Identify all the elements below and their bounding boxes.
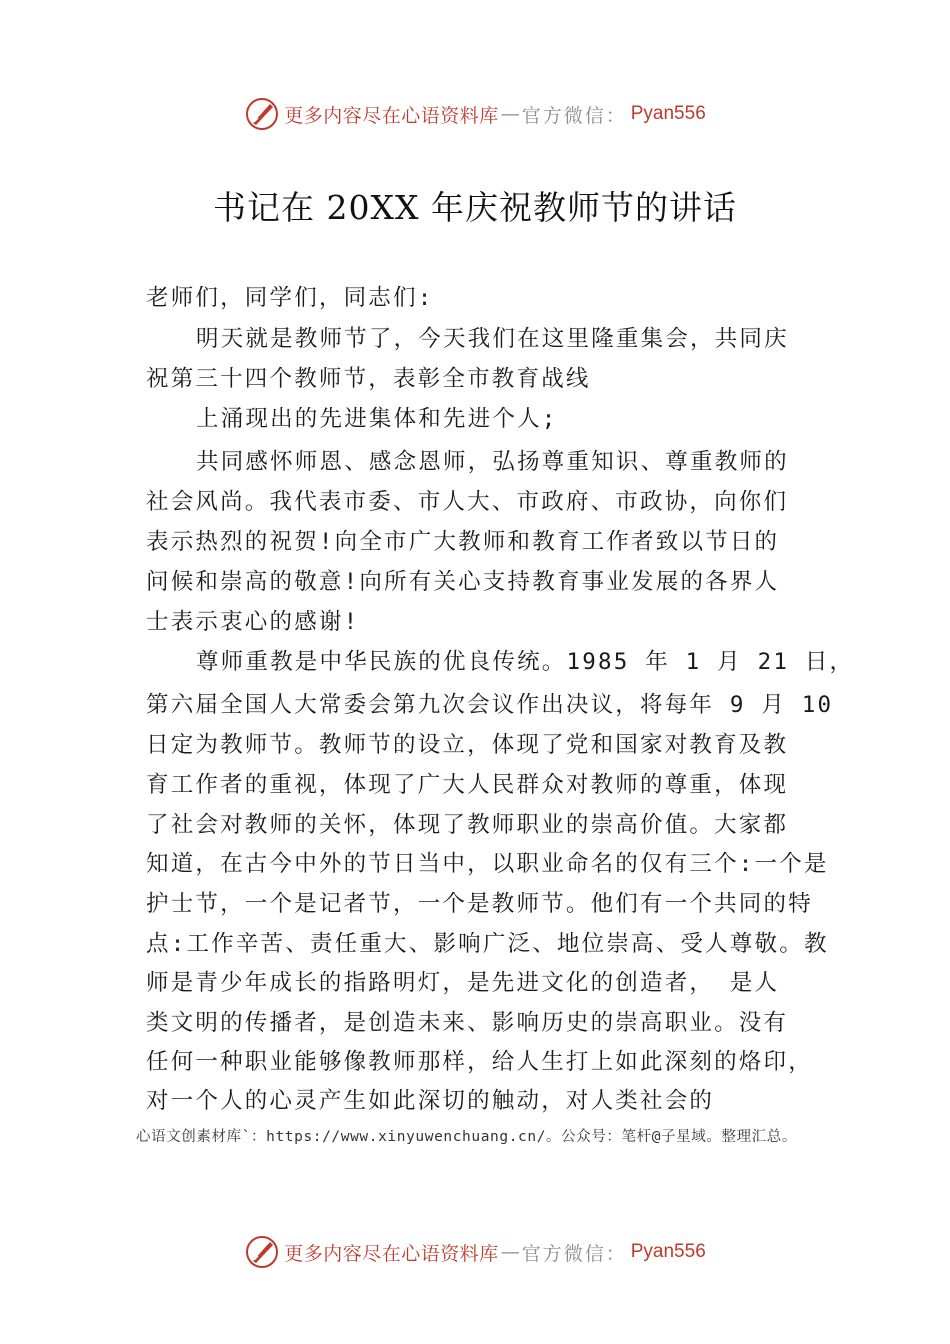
paragraph-line: 点:工作辛苦、责任重大、影响广泛、地位崇高、受人尊敬。教 [146,931,829,957]
paragraph-line: 问候和崇高的敬意!向所有关心支持教育事业发展的各界人 [146,569,780,595]
paragraph-line: 祝第三十四个教师节，表彰全市教育战线 [146,366,591,392]
quill-pen-logo-icon [244,1234,280,1270]
header-banner [0,94,950,134]
banner-dash: — [500,103,520,125]
paragraph-line: 士表示衷心的感谢! [146,609,360,635]
banner-wechat-label: 官方微信： [521,1242,627,1265]
paragraph-line: 任何一种职业能够像教师那样，给人生打上如此深刻的烙印， [146,1049,813,1075]
banner-wechat-id: Pyan556 [630,1241,706,1262]
paragraph-line: 明天就是教师节了，今天我们在这里隆重集会，共同庆 [196,326,789,352]
paragraph-line: 类文明的传播者，是创造未来、影响历史的崇高职业。没有 [146,1010,789,1036]
paragraph-line: 上涌现出的先进集体和先进个人; [196,406,558,432]
paragraph-line: 对一个人的心灵产生如此深切的触动，对人类社会的 [146,1088,715,1114]
quill-pen-logo-icon [244,96,280,132]
paragraph-line: 社会风尚。我代表市委、市人大、市政府、市政协，向你们 [146,489,789,515]
banner-wechat-id: Pyan556 [630,103,706,124]
paragraph-line: 尊师重教是中华民族的优良传统。1985 年 1 月 21 日， [196,649,855,675]
banner-slogan: 更多内容尽在心语资料库 [284,104,499,127]
salutation-line: 老师们，同学们，同志们: [146,285,434,311]
source-footnote: 心语文创素材库`：https://www.xinyuwenchuang.cn/。公众号：笔杆@子星域。整理汇总。 [136,1129,797,1145]
banner-dash: — [500,1241,520,1263]
paragraph-line: 表示热烈的祝贺!向全市广大教师和教育工作者致以节日的 [146,529,780,555]
paragraph-line: 育工作者的重视，体现了广大人民群众对教师的尊重，体现 [146,772,789,798]
paragraph-line: 师是青少年成长的指路明灯，是先进文化的创造者， 是人 [146,970,780,996]
document-title: 书记在 20XX 年庆祝教师节的讲话 [213,188,737,227]
banner-slogan: 更多内容尽在心语资料库 [284,1242,499,1265]
banner-wechat-label: 官方微信： [521,104,627,127]
footer-banner [0,1232,950,1272]
paragraph-line: 知道，在古今中外的节日当中，以职业命名的仅有三个:一个是 [146,851,829,877]
paragraph-line: 了社会对教师的关怀，体现了教师职业的崇高价值。大家都 [146,812,789,838]
paragraph-line: 共同感怀师恩、感念恩师，弘扬尊重知识、尊重教师的 [196,449,789,475]
paragraph-line: 护士节，一个是记者节，一个是教师节。他们有一个共同的特 [146,891,813,917]
paragraph-line: 日定为教师节。教师节的设立，体现了党和国家对教育及教 [146,732,789,758]
paragraph-line: 第六届全国人大常委会第九次会议作出决议，将每年 9 月 10 [146,692,834,718]
